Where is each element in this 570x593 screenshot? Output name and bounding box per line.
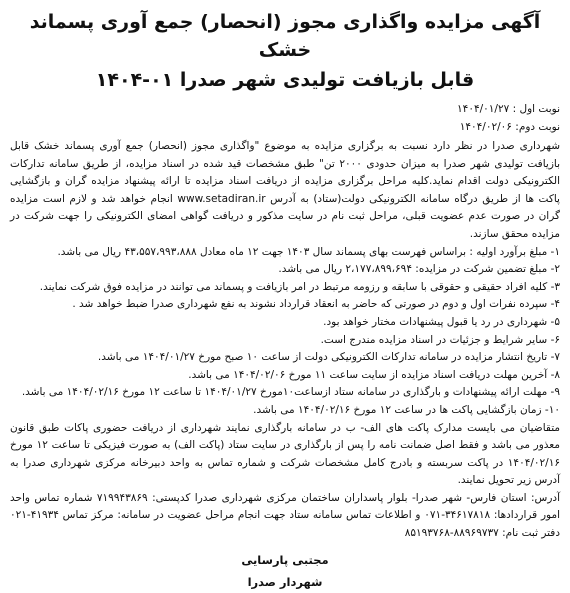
- notice-title-line1: آگهی مزایده واگذاری مجوز (انحصار) جمع آوری پسماند خشک: [29, 11, 541, 61]
- notice-title-line2: قابل بازیافت تولیدی شهر صدرا ۰۱-۱۴۰۴: [95, 69, 475, 91]
- condition-item: ۹- مهلت ارائه پیشنهادات و بارگذاری در سامانه ستاد ازساعت۱۰مورخ ۱۴۰۴/۰۱/۲۷ تا ساعت ۱۲ مورخ ۱۴۰۴/۰۲/۱۶ می باشد.: [21, 386, 560, 399]
- condition-item: ۶- سایر شرایط و جزئیات در اسناد مزایده مندرج است.: [320, 333, 560, 346]
- condition-item: ۸- آخرین مهلت دریافت اسناد مزایده از سایت ساعت ۱۱ مورخ ۱۴۰۴/۰۲/۰۶ می باشد.: [188, 368, 560, 381]
- conditions-list: [10, 244, 560, 420]
- condition-item: ۴- سپرده نفرات اول و دوم در صورتی که حاضر به انعقاد قرارداد نشوند به نفع شهرداری صدرا ضبط خواهد شد .: [72, 298, 560, 311]
- first-publication-date: نوبت اول : ۱۴۰۴/۰۱/۲۷: [457, 103, 560, 115]
- notice-intro: شهرداری صدرا در نظر دارد نسبت به برگزاری مزایده به موضوع "واگذاری مجوز (انحصار) جمع آوری پسماند خشک قابل بازیافت تولیدی شهر صدرا به میزان حدودی ۲۰۰۰ تن" طبق مشخصات قید شده در اسناد مزایده، از طریق سامانه تدارکات الکترونیکی دولت اقدام نماید.کلیه مراحل برگزاری مزایده از دریافت اسناد مزایده تا ارائه پیشنهاد مزایده گران و بازگشایی پاکت ها از طریق درگاه سامانه الکترونیکی دولت(ستاد) به آدرس www.setadiran.ir انجام خواهد شد و لازم است مزایده گران در صورت عدم عضویت قبلی، مراحل ثبت نام در سایت مذکور و دریافت گواهی امضای الکترونیکی را جهت شرکت در مزایده محقق سازند.: [10, 140, 561, 240]
- condition-item: ۵- شهرداری در رد یا قبول پیشنهادات مختار خواهد بود.: [323, 315, 560, 328]
- condition-item: ۲- مبلغ تضمین شرکت در مزایده: ۲،۱۷۷،۸۹۹،۶۹۴ ریال می باشد.: [278, 263, 560, 276]
- signer-name: مجتبی پارسایی: [241, 552, 329, 567]
- notice-closing: متقاضیان می بایست مدارک پاکت های الف- ب در سامانه بارگذاری نمایند شهرداری از دریافت حضوری پاکات طبق قانون معذور می باشد و فقط اصل ضمانت نامه را پس از بارگذاری در سایت ستاد (پاکت الف) به صورت فیزیکی تا ساعت ۱۲ مورخ ۱۴۰۴/۰۲/۱۶ در پاکت سربسته و بادرج کامل مشخصات شرکت و شماره تماس به واحد دبیرخانه مرکزی شهرداری صدرا به آدرس زیر تحویل نمایند.: [10, 421, 560, 487]
- signer-title: شهردار صدرا: [247, 574, 323, 589]
- contact-address: آدرس: استان فارس- شهر صدرا- بلوار پاسداران ساختمان مرکزی شهرداری صدرا کدپستی: ۷۱۹۹۴۳۸۶۹ شماره تماس واحد امور قراردادها: ۳۴۶۱۷۸۱۸-۰۷۱ و اطلاعات تماس سامانه ستاد جهت انجام مراحل عضویت در سامانه: مرکز تماس ۴۱۹۳۴-۰۲۱ دفتر ثبت نام: ۸۸۹۶۹۷۳۷-۸۵۱۹۳۷۶۸: [10, 491, 560, 540]
- notice-body: [10, 138, 560, 543]
- condition-item: ۱- مبلغ برآورد اولیه : براساس فهرست بهای پسماند سال ۱۴۰۳ جهت ۱۲ ماه معادل ۴۳،۵۵۷،۹۹۳،۸۸۸ ریال می باشد.: [57, 245, 560, 258]
- signature-block: [10, 549, 560, 593]
- condition-item: ۳- کلیه افراد حقیقی و حقوقی با سابقه و رزومه مرتبط در امر بازیافت و پسماند می توانند در مزایده فوق شرکت نمایند.: [39, 280, 560, 293]
- condition-item: ۱۰- زمان بازگشایی پاکت ها در ساعت ۱۲ مورخ ۱۴۰۴/۰۲/۱۶ می باشد.: [253, 403, 560, 416]
- second-publication-date: نوبت دوم: ۱۴۰۴/۰۲/۰۶: [459, 121, 560, 133]
- condition-item: ۷- تاریخ انتشار مزایده در سامانه تدارکات الکترونیکی دولت از ساعت ۱۰ صبح مورخ ۱۴۰۴/۰۱/۲۷ می باشد.: [97, 351, 560, 364]
